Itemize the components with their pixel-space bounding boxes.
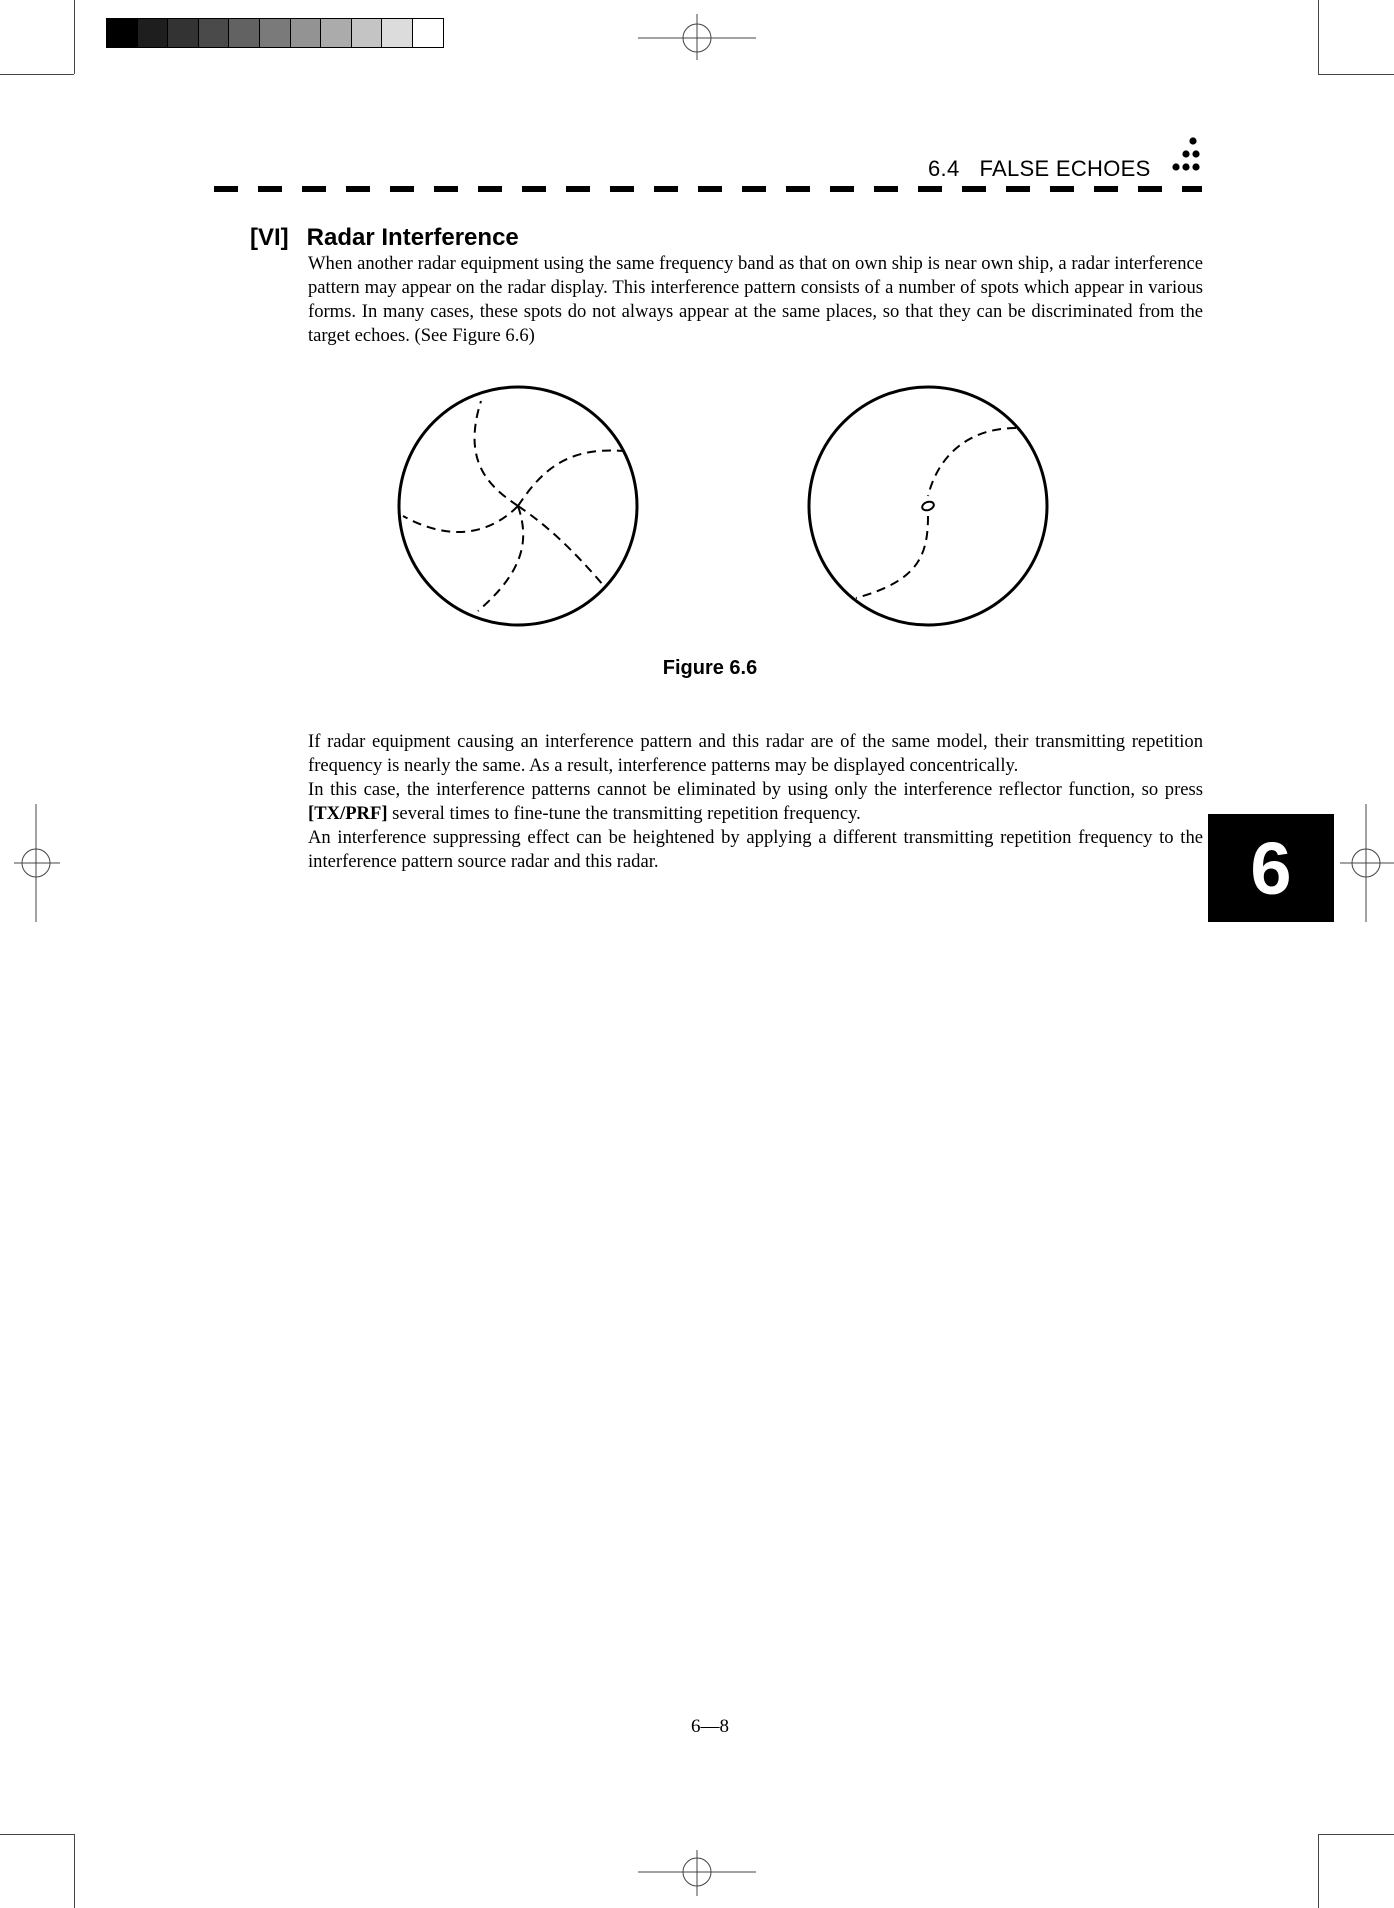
registration-mark-icon: [638, 1850, 756, 1896]
crop-mark: [0, 1834, 74, 1835]
header-dashed-rule: [214, 186, 1202, 192]
spiral-interference-pattern: [399, 387, 637, 625]
gray-swatch: [198, 19, 229, 47]
gray-swatch: [137, 19, 168, 47]
registration-mark-icon: [14, 804, 60, 922]
heading-title: Radar Interference: [306, 224, 519, 251]
crop-mark: [0, 74, 74, 75]
crop-mark: [1318, 0, 1319, 74]
section-number: 6.4: [928, 156, 960, 181]
paragraph-line-c: An interference suppressing effect can be heightened by applying a different transmitting repetition frequency to the interference pattern source radar and this radar.: [308, 827, 1203, 872]
crop-mark: [74, 1834, 75, 1908]
section-heading: [250, 224, 519, 252]
gray-swatch: [167, 19, 198, 47]
paragraph-line-b: [308, 778, 1203, 826]
intro-paragraph: When another radar equipment using the same frequency band as that on own ship is near own ship, a radar interference pattern may appear on the radar display. This interference pattern consists of a number of spots which appear in various forms. In many cases, these spots do not always appear at the same places, so that they can be discriminated from the target echoes. (See Figure 6.6): [308, 253, 1203, 346]
crop-mark: [1318, 74, 1394, 75]
registration-mark-icon: [1340, 804, 1394, 922]
heading-label: [VI]: [250, 224, 289, 251]
line-b-pre: In this case, the interference patterns cannot be eliminated by using only the interference reflector function, so press: [308, 779, 1203, 800]
gray-swatch: [290, 19, 321, 47]
gray-swatch: [351, 19, 382, 47]
paragraph-line-a: If radar equipment causing an interference pattern and this radar are of the same model, their transmitting repetition frequency is nearly the same. As a result, interference patterns may be displayed concentrically.: [308, 731, 1203, 776]
tx-prf-key: [TX/PRF]: [308, 803, 388, 824]
gray-swatch: [320, 19, 351, 47]
figure-6-6-diagrams: [388, 376, 1078, 630]
crop-mark: [1318, 1834, 1394, 1835]
gray-scale-strip: [106, 18, 444, 48]
gray-swatch: [107, 19, 137, 47]
gray-swatch: [381, 19, 412, 47]
gray-swatch: [228, 19, 259, 47]
section-title: FALSE ECHOES: [979, 156, 1151, 181]
gray-swatch: [259, 19, 290, 47]
running-header: [928, 156, 1151, 182]
crop-mark: [74, 0, 75, 74]
figure-caption: Figure 6.6: [662, 657, 758, 679]
header-dots-icon: [1168, 136, 1202, 180]
gray-swatch: [412, 19, 443, 47]
single-arc-interference-pattern: [809, 387, 1047, 625]
chapter-tab: 6: [1208, 814, 1334, 922]
registration-mark-icon: [638, 14, 756, 60]
crop-mark: [1318, 1834, 1319, 1908]
interference-paragraph: [308, 730, 1203, 874]
page-number: 6—8: [691, 1716, 729, 1737]
line-b-post: several times to fine-tune the transmitting repetition frequency.: [387, 803, 861, 824]
